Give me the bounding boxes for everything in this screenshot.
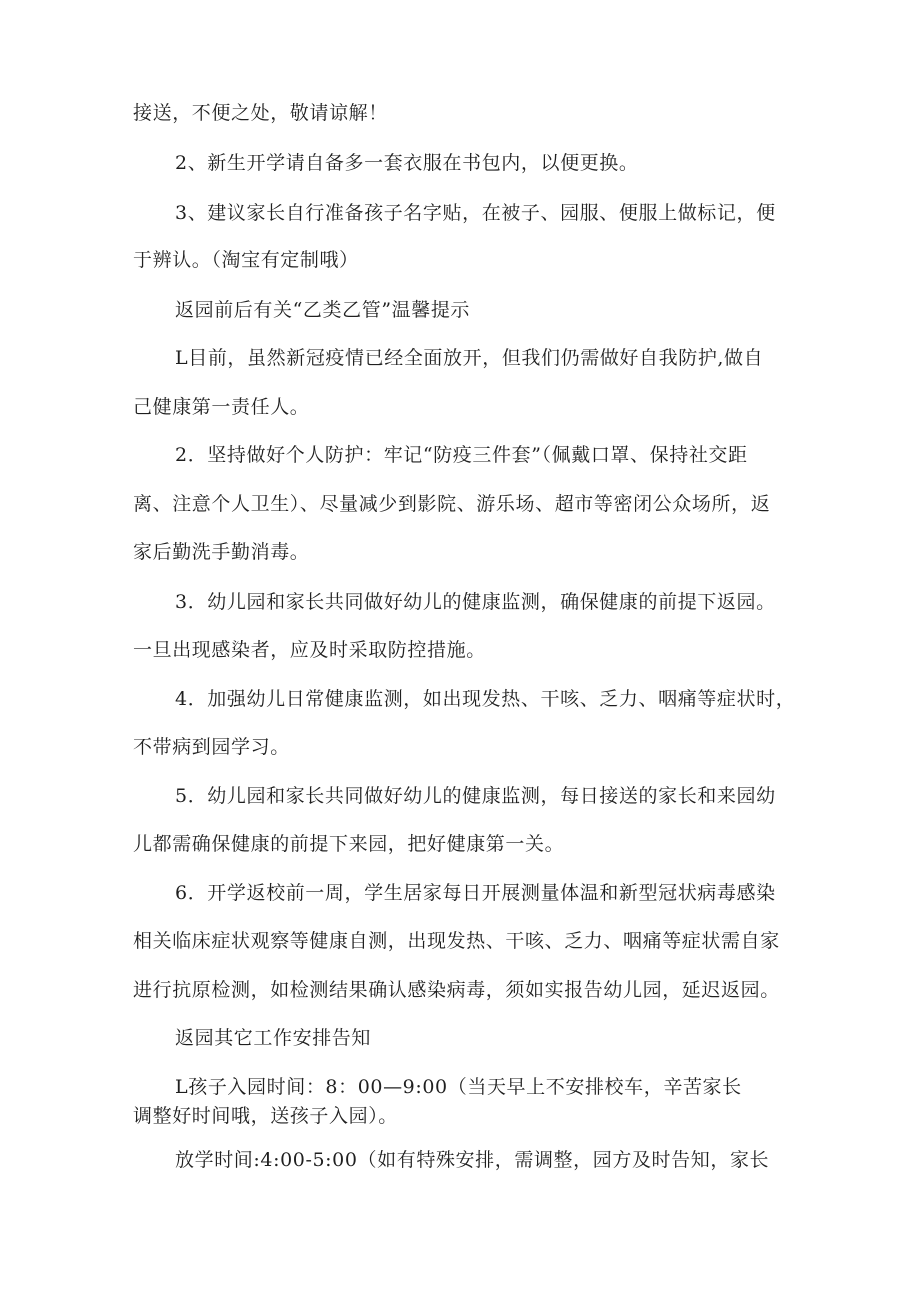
text-line-19: 进行抗原检测，如检测结果确认感染病毒，须如实报告幼儿园，延迟返园。	[133, 979, 780, 1001]
text-line-9: 离、注意个人卫生）、尽量减少到影院、游乐场、超市等密闭公众场所，返	[133, 493, 771, 515]
text-line-1: 接送，不便之处，敬请谅解！	[133, 102, 388, 124]
text-line-17: 6．开学返校前一周，学生居家每日开展测量体温和新型冠状病毒感染	[175, 882, 776, 904]
text-line-6: L目前，虽然新冠疫情已经全面放开，但我们仍需做好自我防护,做自	[175, 347, 764, 369]
text-line-18: 相关临床症状观察等健康自测，出现发热、干咳、乏力、咽痛等症状需自家	[133, 930, 780, 952]
text-line-8: 2．坚持做好个人防护：牢记“防疫三件套”（佩戴口罩、保持社交距	[175, 444, 748, 466]
text-line-7: 己健康第一责任人。	[133, 396, 310, 418]
text-line-12: 一旦出现感染者，应及时采取防控措施。	[133, 639, 486, 661]
section-heading-2: 返园其它工作安排告知	[175, 1027, 372, 1049]
text-line-16: 儿都需确保健康的前提下来园，把好健康第一关。	[133, 833, 565, 855]
text-line-3: 3、建议家长自行准备孩子名字贴，在被子、园服、便服上做标记，便	[175, 202, 776, 224]
text-line-21: L孩子入园时间：8：00—9:00（当天早上不安排校车，辛苦家长	[175, 1076, 742, 1098]
text-line-14: 不带病到园学习。	[133, 736, 290, 758]
text-line-13: 4．加强幼儿日常健康监测，如出现发热、干咳、乏力、咽痛等症状时，	[175, 688, 796, 710]
text-line-10: 家后勤洗手勤消毒。	[133, 541, 310, 563]
text-line-23: 放学时间:4:00-5:00（如有特殊安排，需调整，园方及时告知，家长	[175, 1149, 770, 1171]
section-heading-1: 返园前后有关“乙类乙管”温馨提示	[175, 299, 471, 321]
text-line-11: 3．幼儿园和家长共同做好幼儿的健康监测，确保健康的前提下返园。	[175, 591, 776, 613]
text-line-2: 2、新生开学请自备多一套衣服在书包内，以便更换。	[175, 152, 639, 174]
text-line-22: 调整好时间哦，送孩子入园）。	[133, 1105, 398, 1127]
text-line-15: 5．幼儿园和家长共同做好幼儿的健康监测，每日接送的家长和来园幼	[175, 785, 776, 807]
text-line-4: 于辨认。（淘宝有定制哦）	[133, 249, 359, 271]
